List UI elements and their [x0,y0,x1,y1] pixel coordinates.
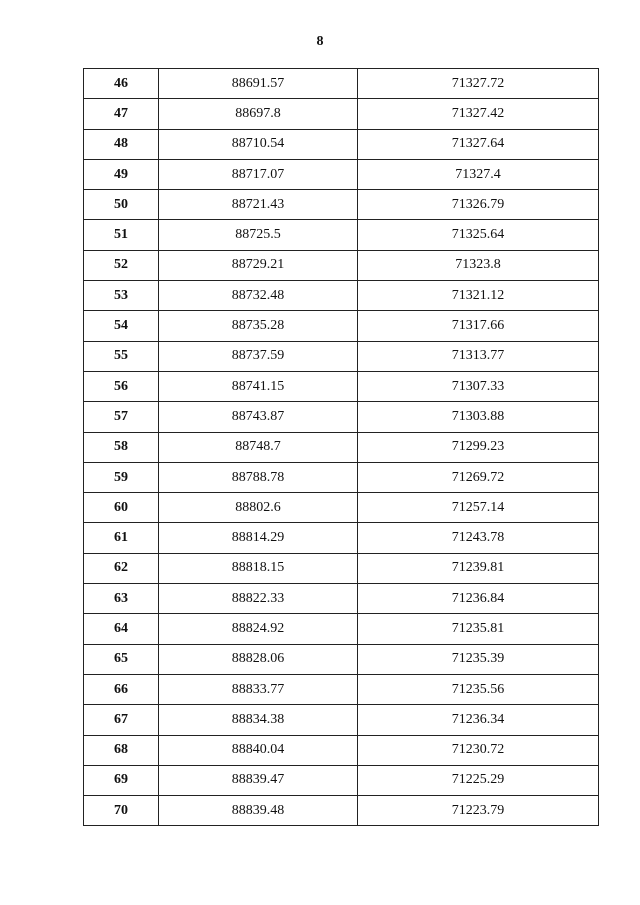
y-coordinate-cell: 71327.42 [358,99,599,129]
y-coordinate-cell: 71303.88 [358,402,599,432]
table-row [84,159,599,189]
point-number-cell: 66 [84,674,159,704]
page-number: 8 [316,34,324,49]
table-row [84,644,599,674]
x-coordinate-cell: 88818.15 [159,553,358,583]
x-coordinate-cell: 88743.87 [159,402,358,432]
x-coordinate-cell: 88710.54 [159,129,358,159]
point-number-cell: 49 [84,159,159,189]
x-coordinate-cell: 88814.29 [159,523,358,553]
table-row [84,462,599,492]
table-row [84,432,599,462]
table-row [84,190,599,220]
point-number-cell: 55 [84,341,159,371]
point-number-cell: 58 [84,432,159,462]
table-row [84,765,599,795]
x-coordinate-cell: 88717.07 [159,159,358,189]
point-number-cell: 54 [84,311,159,341]
point-number-cell: 61 [84,523,159,553]
x-coordinate-cell: 88822.33 [159,584,358,614]
x-coordinate-cell: 88725.5 [159,220,358,250]
y-coordinate-cell: 71327.64 [358,129,599,159]
point-number-cell: 63 [84,584,159,614]
x-coordinate-cell: 88839.48 [159,796,358,826]
coordinates-table-body [84,69,599,826]
y-coordinate-cell: 71236.84 [358,584,599,614]
table-row [84,674,599,704]
x-coordinate-cell: 88741.15 [159,371,358,401]
point-number-cell: 57 [84,402,159,432]
table-row [84,402,599,432]
table-row [84,341,599,371]
point-number-cell: 56 [84,371,159,401]
table-row [84,69,599,99]
x-coordinate-cell: 88732.48 [159,281,358,311]
x-coordinate-cell: 88788.78 [159,462,358,492]
point-number-cell: 51 [84,220,159,250]
y-coordinate-cell: 71307.33 [358,371,599,401]
point-number-cell: 59 [84,462,159,492]
y-coordinate-cell: 71235.81 [358,614,599,644]
table-row [84,523,599,553]
x-coordinate-cell: 88840.04 [159,735,358,765]
x-coordinate-cell: 88737.59 [159,341,358,371]
point-number-cell: 60 [84,493,159,523]
y-coordinate-cell: 71257.14 [358,493,599,523]
table-row [84,493,599,523]
point-number-cell: 52 [84,250,159,280]
y-coordinate-cell: 71223.79 [358,796,599,826]
x-coordinate-cell: 88839.47 [159,765,358,795]
y-coordinate-cell: 71235.39 [358,644,599,674]
table-row [84,796,599,826]
x-coordinate-cell: 88697.8 [159,99,358,129]
x-coordinate-cell: 88824.92 [159,614,358,644]
y-coordinate-cell: 71299.23 [358,432,599,462]
y-coordinate-cell: 71230.72 [358,735,599,765]
x-coordinate-cell: 88735.28 [159,311,358,341]
table-row [84,705,599,735]
y-coordinate-cell: 71327.4 [358,159,599,189]
y-coordinate-cell: 71326.79 [358,190,599,220]
x-coordinate-cell: 88721.43 [159,190,358,220]
y-coordinate-cell: 71236.34 [358,705,599,735]
table-row [84,735,599,765]
table-row [84,220,599,250]
y-coordinate-cell: 71239.81 [358,553,599,583]
table-row [84,281,599,311]
x-coordinate-cell: 88833.77 [159,674,358,704]
x-coordinate-cell: 88802.6 [159,493,358,523]
table-row [84,584,599,614]
table-row [84,250,599,280]
point-number-cell: 47 [84,99,159,129]
y-coordinate-cell: 71321.12 [358,281,599,311]
y-coordinate-cell: 71327.72 [358,69,599,99]
point-number-cell: 62 [84,553,159,583]
point-number-cell: 70 [84,796,159,826]
point-number-cell: 50 [84,190,159,220]
y-coordinate-cell: 71243.78 [358,523,599,553]
point-number-cell: 53 [84,281,159,311]
point-number-cell: 65 [84,644,159,674]
coordinates-table [83,68,599,826]
y-coordinate-cell: 71325.64 [358,220,599,250]
y-coordinate-cell: 71317.66 [358,311,599,341]
y-coordinate-cell: 71235.56 [358,674,599,704]
table-row [84,129,599,159]
x-coordinate-cell: 88691.57 [159,69,358,99]
x-coordinate-cell: 88828.06 [159,644,358,674]
point-number-cell: 64 [84,614,159,644]
table-row [84,99,599,129]
point-number-cell: 67 [84,705,159,735]
x-coordinate-cell: 88748.7 [159,432,358,462]
table-row [84,311,599,341]
point-number-cell: 68 [84,735,159,765]
table-row [84,371,599,401]
y-coordinate-cell: 71269.72 [358,462,599,492]
y-coordinate-cell: 71313.77 [358,341,599,371]
table-row [84,553,599,583]
table-row [84,614,599,644]
x-coordinate-cell: 88729.21 [159,250,358,280]
y-coordinate-cell: 71323.8 [358,250,599,280]
point-number-cell: 69 [84,765,159,795]
point-number-cell: 48 [84,129,159,159]
y-coordinate-cell: 71225.29 [358,765,599,795]
x-coordinate-cell: 88834.38 [159,705,358,735]
point-number-cell: 46 [84,69,159,99]
